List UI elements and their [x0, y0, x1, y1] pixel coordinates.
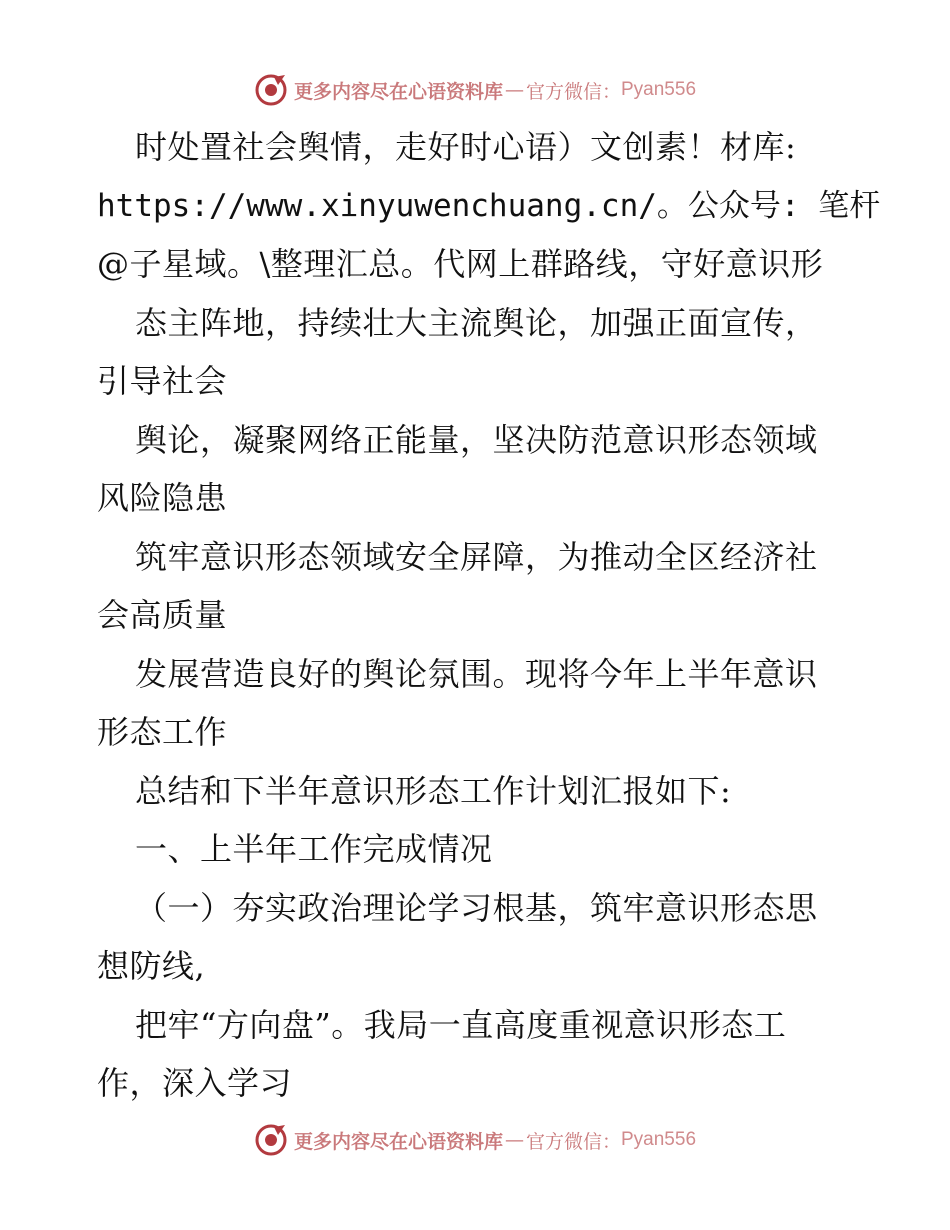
body-line: 风险隐患: [97, 479, 228, 517]
body-line: 形态工作: [97, 713, 228, 751]
body-line: 作，深入学习: [97, 1064, 293, 1102]
header-brand: 更多内容尽在心语资料库: [293, 80, 503, 103]
body-line: 引导社会: [97, 362, 228, 400]
body-line: 想防线,: [97, 947, 206, 985]
body-line: 会高质量: [97, 596, 228, 634]
footer-banner: [0, 1120, 950, 1160]
header-wechat-label: 官方微信：: [525, 80, 621, 103]
body-line: 舆论，凝聚网络正能量，坚决防范意识形态领域: [135, 420, 818, 459]
body-line: https://www.xinyuwenchuang.cn/。公众号: 笔杆: [97, 187, 881, 224]
header-wechat-id: Pyan556: [621, 79, 697, 100]
body-line: 发展营造良好的舆论氛围。现将今年上半年意识: [135, 654, 818, 693]
subsection-heading: （一）夯实政治理论学习根基，筑牢意识形态思: [135, 888, 818, 927]
body-line: 时处置社会舆情，走好时心语）文创素！材库:: [135, 128, 797, 166]
body-line: 态主阵地，持续壮大主流舆论，加强正面宣传，: [135, 303, 818, 342]
header-dash: —: [504, 79, 524, 101]
header-text: [294, 77, 696, 104]
document-body: [97, 118, 881, 1113]
footer-dash: —: [504, 1129, 524, 1151]
brand-logo-icon: [254, 73, 288, 107]
body-line: @子星域。\整理汇总。代网上群路线，守好意识形: [97, 245, 824, 283]
section-heading: 一、上半年工作完成情况: [135, 830, 493, 868]
footer-text: [294, 1127, 696, 1154]
body-line: 总结和下半年意识形态工作计划汇报如下:: [135, 771, 732, 810]
footer-brand: 更多内容尽在心语资料库: [293, 1130, 503, 1153]
footer-wechat-label: 官方微信：: [525, 1130, 621, 1153]
body-line: 筑牢意识形态领域安全屏障，为推动全区经济社: [135, 537, 818, 576]
header-banner: [0, 70, 950, 110]
body-line: 把牢“方向盘”。我局一直高度重视意识形态工: [135, 1005, 787, 1044]
brand-logo-icon: [254, 1123, 288, 1157]
footer-wechat-id: Pyan556: [621, 1129, 697, 1150]
